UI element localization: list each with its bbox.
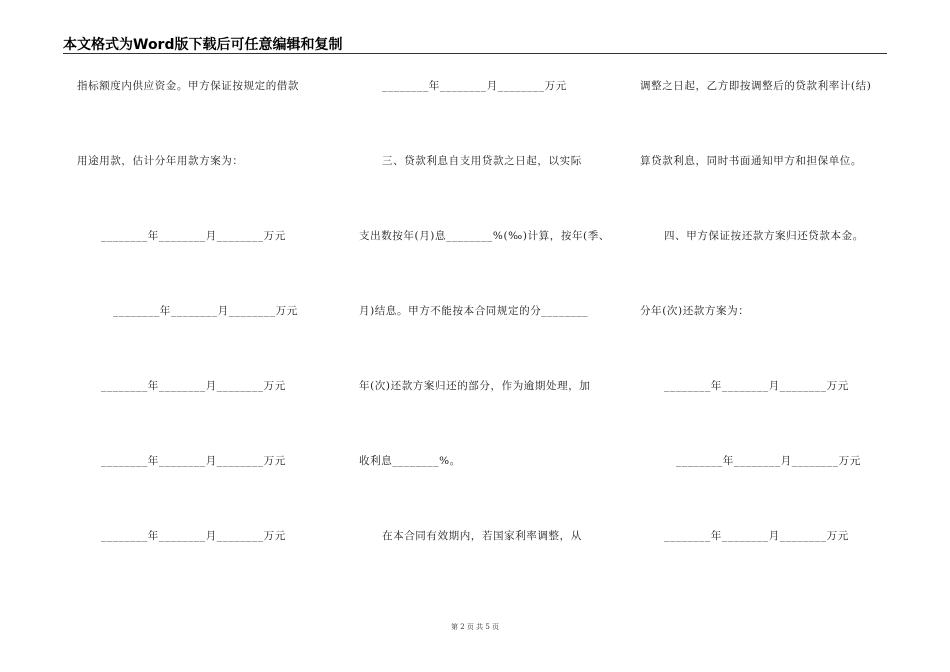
col2-line-3: 支出数按年(月)息________%(‰)计算，按年(季、 bbox=[359, 230, 610, 242]
col3-line-4: 分年(次)还款方案为： bbox=[640, 305, 750, 317]
col3-line-6: ________年________月________万元 bbox=[676, 455, 861, 467]
header-divider bbox=[63, 53, 887, 54]
col1-line-4: ________年________月________万元 bbox=[113, 305, 298, 317]
col1-line-1: 指标额度内供应资金。甲方保证按规定的借款 bbox=[77, 80, 299, 92]
col3-line-1: 调整之日起，乙方即按调整后的贷款利率计(结) bbox=[640, 80, 872, 92]
col2-line-6: 收利息________%。 bbox=[359, 455, 461, 467]
col1-line-5: ________年________月________万元 bbox=[101, 380, 286, 392]
col2-line-1: ________年________月________万元 bbox=[382, 80, 567, 92]
col2-line-5: 年(次)还款方案归还的部分，作为逾期处理，加 bbox=[359, 380, 591, 392]
col2-line-4: 月)结息。甲方不能按本合同规定的分________ bbox=[359, 305, 589, 317]
col2-line-7: 在本合同有效期内，若国家利率调整，从 bbox=[382, 530, 582, 542]
col3-line-3: 四、甲方保证按还款方案归还贷款本金。 bbox=[664, 230, 864, 242]
page-number: 第 2 页 共 5 页 bbox=[450, 623, 500, 631]
col1-line-3: ________年________月________万元 bbox=[101, 230, 286, 242]
col1-line-6: ________年________月________万元 bbox=[101, 455, 286, 467]
col3-line-2: 算贷款利息，同时书面通知甲方和担保单位。 bbox=[640, 155, 862, 167]
col1-line-7: ________年________月________万元 bbox=[101, 530, 286, 542]
document-header-title: 本文格式为Word版下载后可任意编辑和复制 bbox=[63, 37, 343, 53]
col3-line-7: ________年________月________万元 bbox=[664, 530, 849, 542]
col1-line-2: 用途用款，估计分年用款方案为： bbox=[77, 155, 244, 167]
col3-line-5: ________年________月________万元 bbox=[664, 380, 849, 392]
col2-line-2: 三、贷款利息自支用贷款之日起，以实际 bbox=[382, 155, 582, 167]
